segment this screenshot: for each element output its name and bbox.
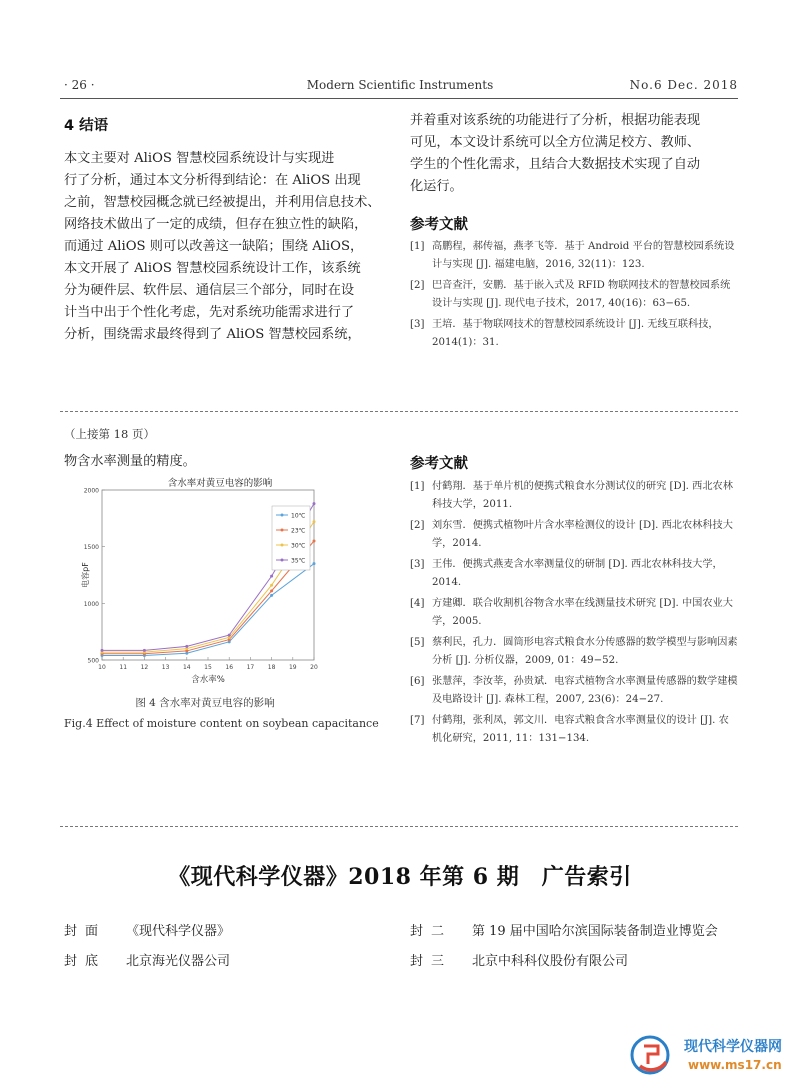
paragraph-line: 行了分析，通过本文分析得到结论：在 AliOS 出现 xyxy=(64,173,361,188)
issue-info: No.6 Dec. 2018 xyxy=(629,78,738,92)
y-tick-label: 2000 xyxy=(83,487,99,495)
ad-name: 北京中科科仪股份有限公司 xyxy=(472,954,629,969)
references-list-2 xyxy=(410,478,738,751)
paragraph-line: 而通过 AliOS 则可以改善这一缺陷；围绕 AliOS， xyxy=(64,239,364,254)
x-tick-label: 19 xyxy=(288,664,297,671)
paragraph-line: 分为硬件层、软件层、通信层三个部分，同时在设 xyxy=(64,283,355,298)
series-line-0 xyxy=(102,564,314,656)
figure-caption-en: Fig.4 Effect of moisture content on soybean capacitance xyxy=(64,717,379,730)
legend-marker xyxy=(281,544,284,547)
legend-marker xyxy=(281,514,284,517)
reference-item xyxy=(410,478,738,513)
ad-item-inside-back xyxy=(410,950,628,969)
x-tick-label: 11 xyxy=(119,664,128,671)
watermark-logo-icon xyxy=(628,1032,676,1078)
reference-text: 王伟．便携式燕麦含水率测量仪的研制 [D]. 西北农林科技大学，2014. xyxy=(432,559,723,588)
x-tick-label: 14 xyxy=(182,664,191,671)
watermark-name: 现代科学仪器网 xyxy=(684,1039,782,1055)
ad-name: 《现代科学仪器》 xyxy=(126,924,231,939)
legend-marker xyxy=(281,559,284,562)
reference-text: 蔡利民，孔力．圆筒形电容式粮食水分传感器的数学模型与影响因素分析 [J]. 分析仪器，2009, 01：49−52. xyxy=(432,637,738,666)
data-point xyxy=(313,540,316,543)
data-point xyxy=(313,562,316,565)
header-rule xyxy=(60,98,738,99)
reference-number: [5] xyxy=(410,637,425,648)
chart-title: 含水率对黄豆电容的影响 xyxy=(167,478,273,489)
data-point xyxy=(270,594,273,597)
ad-position: 封底 xyxy=(64,954,107,969)
reference-text: 付鹤翔．基于单片机的便携式粮食水分测试仪的研究 [D]. 西北农林科技大学，2011. xyxy=(432,481,733,510)
reference-item xyxy=(410,316,738,351)
legend-label: 10℃ xyxy=(291,512,306,520)
x-tick-label: 16 xyxy=(225,664,234,671)
section-title-conclusion: 4 结语 xyxy=(64,118,109,134)
reference-item xyxy=(410,712,738,747)
reference-item xyxy=(410,277,738,312)
x-axis-label: 含水率% xyxy=(191,675,225,685)
references-title-1: 参考文献 xyxy=(410,217,468,233)
references-list-1 xyxy=(410,238,738,355)
section-divider-2 xyxy=(60,826,738,827)
reference-text: 刘东雪．便携式植物叶片含水率检测仪的设计 [D]. 西北农林科技大学，2014. xyxy=(432,520,733,549)
paragraph-line: 并着重对该系统的功能进行了分析，根据功能表现 xyxy=(410,113,701,128)
reference-text: 王培．基于物联网技术的智慧校园系统设计 [J]. 无线互联科技，2014(1)：31. xyxy=(432,319,719,348)
journal-name: Modern Scientific Instruments xyxy=(306,78,494,92)
figure-caption-cn: 图 4 含水率对黄豆电容的影响 xyxy=(135,697,275,709)
reference-number: [2] xyxy=(410,280,425,291)
y-axis-label: 电容pF xyxy=(81,562,90,588)
reference-number: [7] xyxy=(410,715,425,726)
watermark-url: www.ms17.cn xyxy=(688,1058,782,1072)
y-tick-label: 500 xyxy=(87,657,99,665)
data-point xyxy=(313,520,316,523)
reference-item xyxy=(410,673,738,708)
reference-number: [2] xyxy=(410,520,425,531)
data-point xyxy=(270,575,273,578)
ad-name: 第 19 届中国哈尔滨国际装备制造业博览会 xyxy=(472,924,718,939)
conclusion-paragraph-left xyxy=(64,148,386,346)
x-tick-label: 13 xyxy=(161,664,170,671)
data-point xyxy=(101,649,104,652)
y-tick-label: 1000 xyxy=(83,600,99,608)
reference-text: 方建卿．联合收割机谷物含水率在线测量技术研究 [D]. 中国农业大学，2005. xyxy=(432,598,733,627)
paragraph-line: 可见，本文设计系统可以全方位满足校方、教师、 xyxy=(410,135,701,150)
reference-number: [3] xyxy=(410,319,425,330)
reference-item xyxy=(410,556,738,591)
data-point xyxy=(270,584,273,587)
ad-position: 封面 xyxy=(64,924,107,939)
ad-index-title: 《现代科学仪器》2018 年第 6 期 广告索引 xyxy=(168,864,632,890)
reference-text: 付鹤翔，张利凤，郭文川．电容式粮食含水率测量仪的设计 [J]. 农机化研究，2011, 11：131−134. xyxy=(432,715,729,744)
x-tick-label: 15 xyxy=(204,664,212,671)
paragraph-line: 本文开展了 AliOS 智慧校园系统设计工作，该系统 xyxy=(64,261,361,276)
data-point xyxy=(228,634,231,637)
reference-item xyxy=(410,634,738,669)
reference-number: [6] xyxy=(410,676,425,687)
references-title-2: 参考文献 xyxy=(410,456,468,472)
paragraph-line: 本文主要对 AliOS 智慧校园系统设计与实现进 xyxy=(64,151,335,166)
x-tick-label: 18 xyxy=(267,664,276,671)
page-number: · 26 · xyxy=(64,78,95,92)
conclusion-paragraph-right xyxy=(410,110,740,198)
x-tick-label: 10 xyxy=(98,664,106,671)
legend-marker xyxy=(281,529,284,532)
ad-name: 北京海光仪器公司 xyxy=(126,954,231,969)
y-tick-label: 1500 xyxy=(83,544,99,552)
ad-item-inside-front xyxy=(410,920,718,939)
reference-number: [1] xyxy=(410,481,425,492)
data-point xyxy=(143,649,146,652)
paragraph-line: 之前，智慧校园概念就已经被提出，并利用信息技术、 xyxy=(64,195,381,210)
reference-text: 高鹏程，郝传福，燕孝飞等．基于 Android 平台的智慧校园系统设计与实现 [J]. 福建电脑，2016, 32(11)：123. xyxy=(432,241,735,270)
reference-item xyxy=(410,238,738,273)
paragraph-line: 分析，围绕需求最终得到了 AliOS 智慧校园系统， xyxy=(64,327,361,342)
reference-number: [1] xyxy=(410,241,425,252)
x-tick-label: 17 xyxy=(246,664,255,671)
paragraph-line: 化运行。 xyxy=(410,179,463,194)
reference-number: [4] xyxy=(410,598,425,609)
section-divider-1 xyxy=(60,411,738,412)
data-point xyxy=(313,502,316,505)
legend-label: 23℃ xyxy=(291,527,306,535)
reference-item xyxy=(410,517,738,552)
x-tick-label: 20 xyxy=(310,664,318,671)
paragraph-line: 计当中出于个性化考虑，先对系统功能需求进行了 xyxy=(64,305,355,320)
paragraph-line: 学生的个性化需求，且结合大数据技术实现了自动 xyxy=(410,157,701,172)
ad-item-front-cover xyxy=(64,920,230,939)
data-point xyxy=(270,589,273,592)
continuation-text: 物含水率测量的精度。 xyxy=(64,454,196,469)
x-tick-label: 12 xyxy=(140,664,149,671)
reference-text: 张慧萍，李汝莘，孙贵斌．电容式植物含水率测量传感器的数学建模及电路设计 [J]. 森林工程，2007, 23(6)：24−27. xyxy=(432,676,738,705)
paragraph-line: 网络技术做出了一定的成绩，但存在独立性的缺陷， xyxy=(64,217,368,232)
reference-item xyxy=(410,595,738,630)
reference-text: 巴音查汗，安鹏．基于嵌入式及 RFID 物联网技术的智慧校园系统设计与实现 [J]. 现代电子技术，2017, 40(16)：63−65. xyxy=(432,280,731,309)
legend-label: 30℃ xyxy=(291,542,306,550)
ad-item-back-cover xyxy=(64,950,230,969)
moisture-capacitance-chart xyxy=(80,470,350,685)
ad-position: 封三 xyxy=(410,954,453,969)
legend-label: 35℃ xyxy=(291,557,306,565)
continuation-note: （上接第 18 页） xyxy=(64,427,155,441)
ad-position: 封二 xyxy=(410,924,453,939)
reference-number: [3] xyxy=(410,559,425,570)
data-point xyxy=(185,645,188,648)
